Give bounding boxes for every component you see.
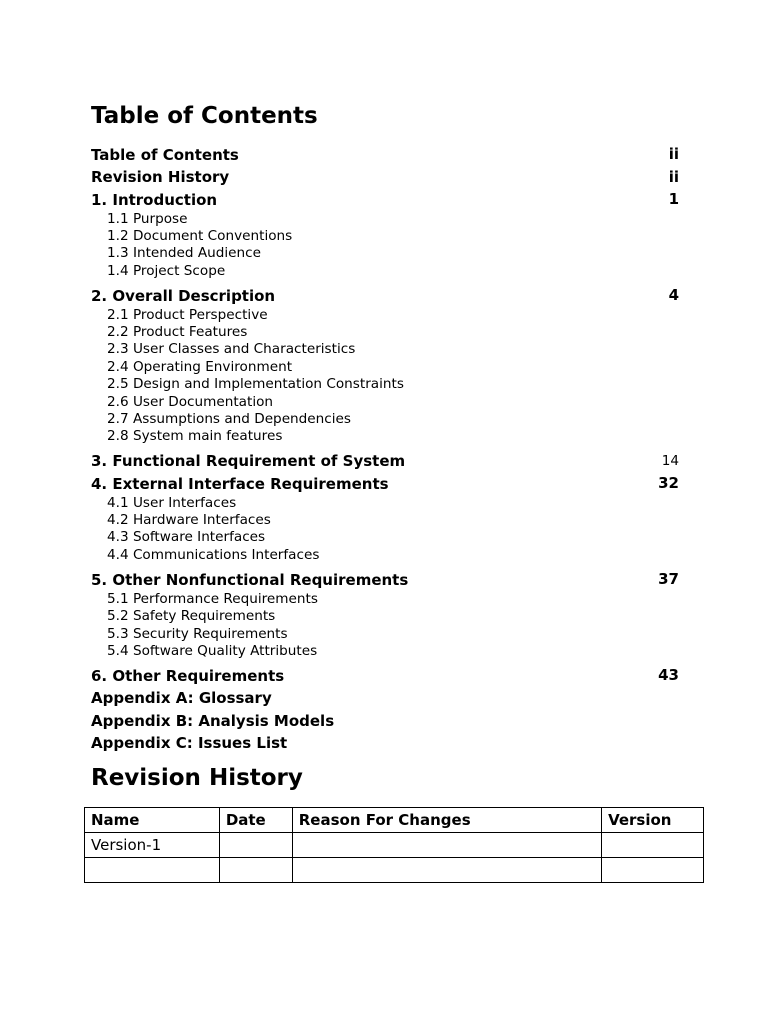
toc-entry-label: Appendix B: Analysis Models bbox=[91, 711, 335, 730]
header-version: Version bbox=[602, 808, 704, 833]
toc-entry-label: Table of Contents bbox=[91, 145, 239, 164]
toc-page-number: 14 bbox=[661, 452, 679, 469]
cell-name bbox=[85, 858, 220, 883]
toc-subentry[interactable] bbox=[91, 376, 679, 393]
toc-entry-label: 2.6 User Documentation bbox=[107, 393, 274, 410]
toc-subentry[interactable] bbox=[91, 341, 679, 358]
toc-entry[interactable] bbox=[91, 472, 679, 495]
toc-entry-label: 2.7 Assumptions and Dependencies bbox=[107, 410, 351, 427]
cell-name: Version-1 bbox=[85, 833, 220, 858]
toc-entry[interactable] bbox=[91, 188, 679, 211]
toc-entry[interactable] bbox=[91, 709, 679, 732]
toc-entry-label: 1.1 Purpose bbox=[107, 210, 188, 227]
toc-entry-label: 2.1 Product Perspective bbox=[107, 306, 268, 323]
toc-subentry[interactable] bbox=[91, 495, 679, 512]
toc-entry-label: 2.4 Operating Environment bbox=[107, 358, 293, 375]
toc-page-number: 4 bbox=[668, 286, 679, 305]
toc-entry-label: 1.2 Document Conventions bbox=[107, 227, 293, 244]
toc-subentry[interactable] bbox=[91, 547, 679, 564]
toc-entry-label: 5.1 Performance Requirements bbox=[107, 590, 318, 607]
toc-subentry[interactable] bbox=[91, 359, 679, 376]
table-row bbox=[85, 858, 704, 883]
toc-entry-label: Appendix A: Glossary bbox=[91, 689, 272, 708]
toc-page-number: 1 bbox=[668, 190, 679, 208]
toc-entry-label: 2. Overall Description bbox=[91, 286, 276, 305]
toc-page-number: ii bbox=[668, 145, 679, 163]
toc-entry-label: 2.2 Product Features bbox=[107, 323, 248, 340]
toc-entry[interactable] bbox=[91, 687, 679, 710]
toc-subentry[interactable] bbox=[91, 411, 679, 428]
toc-subentry[interactable] bbox=[91, 643, 679, 660]
toc-subentry[interactable] bbox=[91, 307, 679, 324]
toc-subentry[interactable] bbox=[91, 591, 679, 608]
toc-entry-label: 1.4 Project Scope bbox=[107, 262, 226, 279]
toc-entry-label: 2.8 System main features bbox=[107, 428, 283, 445]
cell-reason bbox=[292, 858, 601, 883]
cell-version bbox=[602, 858, 704, 883]
toc-entry[interactable] bbox=[91, 166, 679, 189]
toc-entry-label: 5. Other Nonfunctional Requirements bbox=[91, 570, 409, 589]
toc-entry-label: Revision History bbox=[91, 168, 230, 186]
toc-subentry[interactable] bbox=[91, 263, 679, 280]
cell-reason bbox=[292, 833, 601, 858]
toc-subentry[interactable] bbox=[91, 428, 679, 445]
toc-page-number: ii bbox=[668, 167, 679, 186]
toc-entry-label: 5.3 Security Requirements bbox=[107, 625, 288, 642]
toc-entry-label: 4. External Interface Requirements bbox=[91, 474, 389, 493]
toc-entry-label: 6. Other Requirements bbox=[91, 666, 285, 685]
toc-subentry[interactable] bbox=[91, 626, 679, 643]
toc-subentry[interactable] bbox=[91, 245, 679, 262]
toc-page-number: 43 bbox=[658, 666, 679, 685]
toc-entry-label: 4.2 Hardware Interfaces bbox=[107, 512, 271, 529]
toc-entry[interactable] bbox=[91, 568, 679, 591]
header-name: Name bbox=[85, 808, 220, 833]
toc-entry[interactable] bbox=[91, 450, 679, 473]
toc-entry-label: 5.4 Software Quality Attributes bbox=[107, 642, 318, 659]
toc-entry-label: 4.3 Software Interfaces bbox=[107, 529, 266, 546]
toc-entry-label: Appendix C: Issues List bbox=[91, 734, 288, 753]
header-date: Date bbox=[219, 808, 292, 833]
cell-version bbox=[602, 833, 704, 858]
toc-subentry[interactable] bbox=[91, 324, 679, 341]
revision-history-table bbox=[84, 807, 704, 883]
toc-subentry[interactable] bbox=[91, 608, 679, 625]
toc-entry[interactable] bbox=[91, 284, 679, 307]
toc-subentry[interactable] bbox=[91, 394, 679, 411]
toc-entry-label: 1. Introduction bbox=[91, 190, 218, 209]
toc-list bbox=[91, 143, 679, 754]
cell-date bbox=[219, 833, 292, 858]
toc-heading: Table of Contents bbox=[91, 103, 318, 129]
toc-subentry[interactable] bbox=[91, 211, 679, 228]
toc-entry-label: 1.3 Intended Audience bbox=[107, 245, 261, 262]
toc-entry-label: 3. Functional Requirement of System bbox=[91, 452, 406, 471]
toc-entry-label: 2.5 Design and Implementation Constraints bbox=[107, 376, 404, 393]
header-reason: Reason For Changes bbox=[292, 808, 601, 833]
toc-entry[interactable] bbox=[91, 732, 679, 755]
toc-entry-label: 2.3 User Classes and Characteristics bbox=[107, 341, 356, 358]
toc-entry-label: 4.4 Communications Interfaces bbox=[107, 546, 320, 563]
table-row bbox=[85, 833, 704, 858]
cell-date bbox=[219, 858, 292, 883]
table-header-row bbox=[85, 808, 704, 833]
toc-entry-label: 5.2 Safety Requirements bbox=[107, 608, 276, 625]
toc-subentry[interactable] bbox=[91, 228, 679, 245]
revision-history-heading: Revision History bbox=[91, 765, 303, 791]
toc-page-number: 37 bbox=[658, 570, 679, 589]
toc-entry-label: 4.1 User Interfaces bbox=[107, 494, 237, 511]
toc-subentry[interactable] bbox=[91, 529, 679, 546]
toc-entry[interactable] bbox=[91, 143, 679, 166]
toc-entry[interactable] bbox=[91, 664, 679, 687]
toc-page-number: 32 bbox=[658, 474, 679, 493]
toc-subentry[interactable] bbox=[91, 512, 679, 529]
